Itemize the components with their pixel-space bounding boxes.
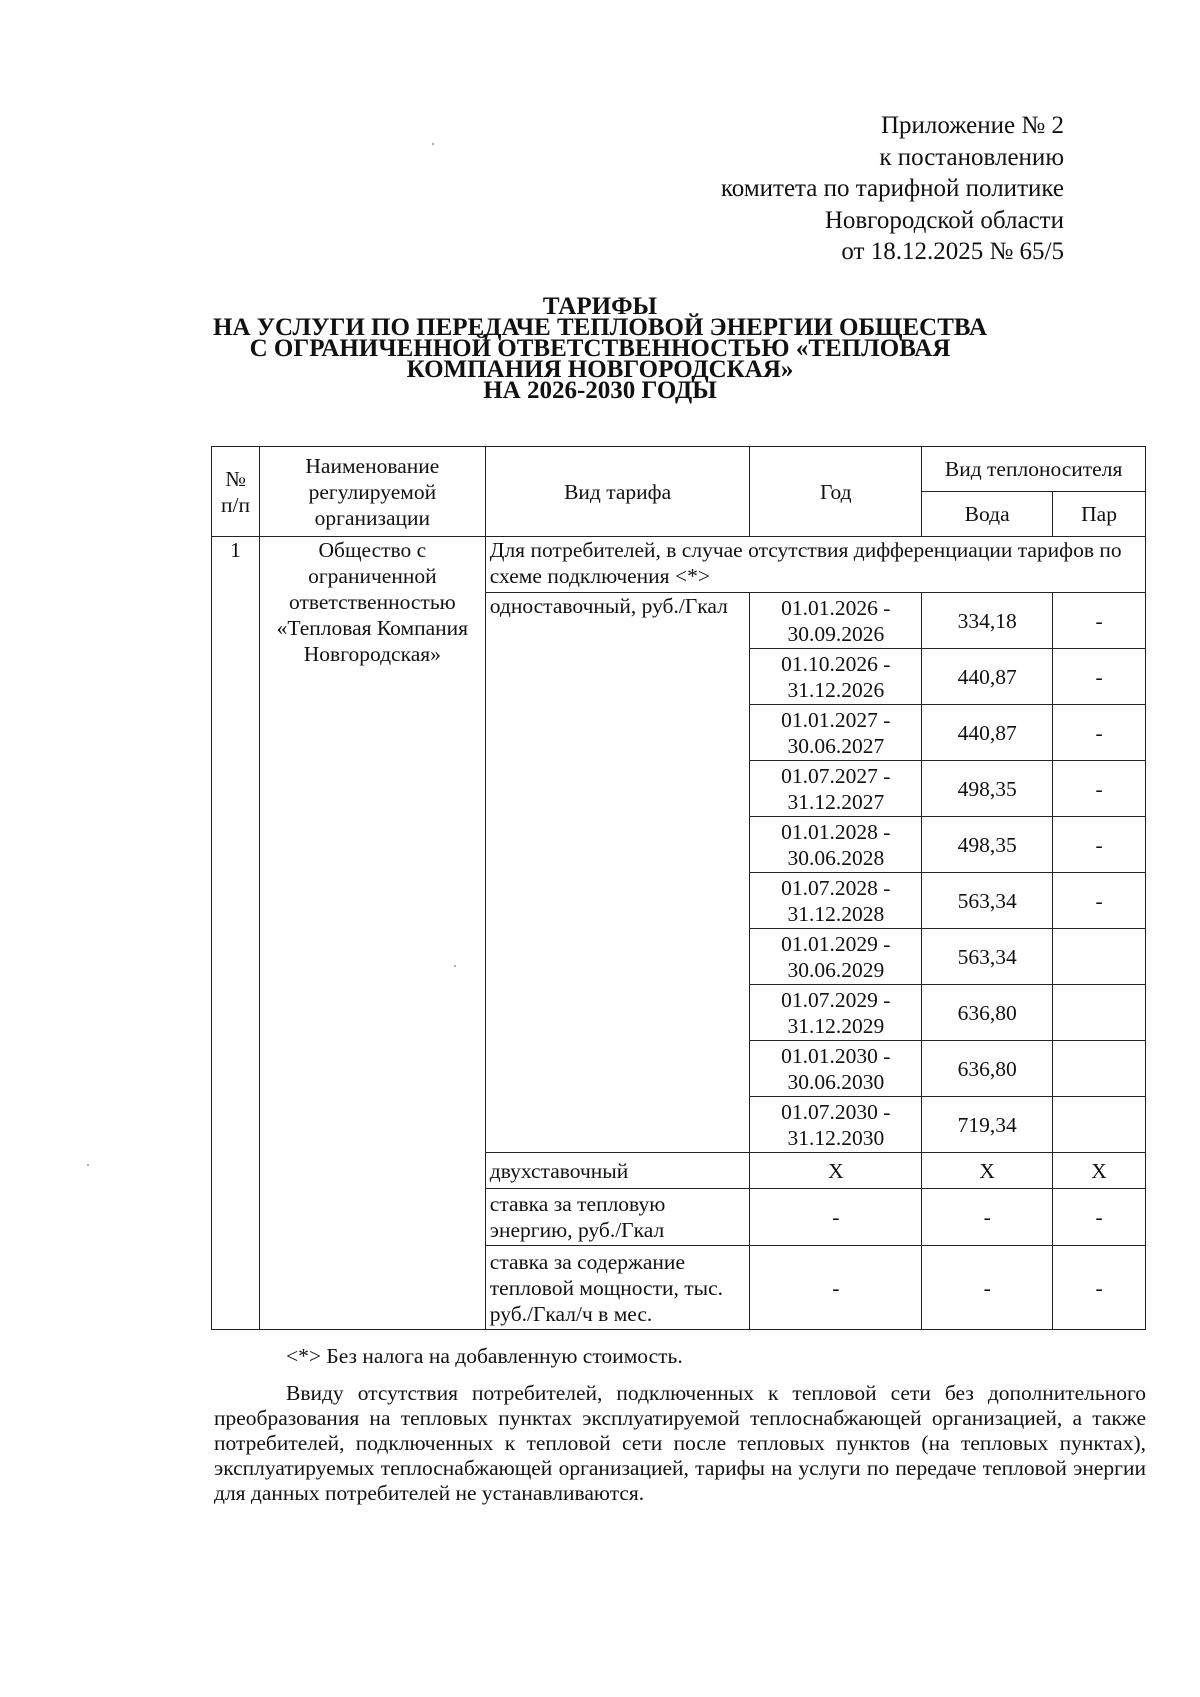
- steam-value: -: [1053, 705, 1146, 761]
- appendix-line: от 18.12.2025 № 65/5: [841, 238, 1064, 265]
- header-carrier: Вид теплоносителя: [922, 447, 1146, 492]
- tariff-table: [211, 446, 1146, 1330]
- single-rate-label: одноставочный, руб./Гкал: [485, 593, 750, 1153]
- appendix-line: Новгородской области: [824, 206, 1064, 234]
- title-line: ТАРИФЫ: [542, 293, 658, 320]
- water-value: 440,87: [922, 649, 1053, 705]
- two-rate-label: двухставочный: [485, 1153, 750, 1189]
- capacity-rate-year: -: [750, 1246, 922, 1330]
- period-cell: 01.01.2027 - 30.06.2027: [750, 705, 922, 761]
- scan-speck: [454, 965, 456, 967]
- scan-speck: [432, 143, 434, 145]
- period-cell: 01.10.2026 - 31.12.2026: [750, 649, 922, 705]
- steam-value: [1053, 1041, 1146, 1097]
- appendix-line: Приложение № 2: [880, 112, 1064, 139]
- header-steam: Пар: [1053, 492, 1146, 537]
- water-value: 498,35: [922, 817, 1053, 873]
- capacity-rate-water: -: [922, 1246, 1053, 1330]
- title-line: НА УСЛУГИ ПО ПЕРЕДАЧЕ ТЕПЛОВОЙ ЭНЕРГИИ ОБЩЕСТВА: [212, 314, 988, 341]
- two-rate-steam: X: [1053, 1153, 1146, 1189]
- period-cell: 01.01.2028 - 30.06.2028: [750, 817, 922, 873]
- title-line: С ОГРАНИЧЕННОЙ ОТВЕТСТВЕННОСТЬЮ «ТЕПЛОВАЯ: [249, 335, 951, 362]
- steam-value: -: [1053, 873, 1146, 929]
- appendix-line: комитета по тарифной политике: [720, 175, 1064, 202]
- capacity-rate-steam: -: [1053, 1246, 1146, 1330]
- energy-rate-year: -: [750, 1189, 922, 1246]
- steam-value: -: [1053, 761, 1146, 817]
- two-rate-water: X: [922, 1153, 1053, 1189]
- energy-rate-water: -: [922, 1189, 1053, 1246]
- scan-speck: [87, 1164, 89, 1166]
- period-cell: 01.01.2026 - 30.09.2026: [750, 593, 922, 649]
- organization-name: Общество с ограниченной ответственностью «Тепловая Компания Новгородская»: [259, 537, 485, 1330]
- water-value: 563,34: [922, 929, 1053, 985]
- capacity-rate-label: ставка за содержание тепловой мощности, тыс. руб./Гкал/ч в мес.: [485, 1246, 750, 1330]
- row-number: 1: [212, 537, 260, 1330]
- footnote: <*> Без налога на добавленную стоимость.: [286, 1344, 683, 1368]
- water-value: 636,80: [922, 985, 1053, 1041]
- two-rate-year: X: [750, 1153, 922, 1189]
- header-year: Год: [750, 447, 922, 537]
- title-line: КОМПАНИЯ НОВГОРОДСКАЯ»: [406, 356, 794, 383]
- water-value: 636,80: [922, 1041, 1053, 1097]
- energy-rate-steam: -: [1053, 1189, 1146, 1246]
- steam-value: [1053, 985, 1146, 1041]
- period-cell: 01.01.2030 - 30.06.2030: [750, 1041, 922, 1097]
- period-cell: 01.07.2028 - 31.12.2028: [750, 873, 922, 929]
- steam-value: [1053, 1097, 1146, 1153]
- period-cell: 01.01.2029 - 30.06.2029: [750, 929, 922, 985]
- section-label: Для потребителей, в случае отсутствия дифференциации тарифов по схеме подключения <*>: [485, 537, 1145, 593]
- header-num: № п/п: [212, 447, 260, 537]
- explanatory-paragraph: Ввиду отсутствия потребителей, подключенных к тепловой сети без дополнительного преобразования на тепловых пунктах эксплуатируемой теплоснабжающей организацией, а также потребителей, подключенных к тепловой сети после тепловых пунктов (на тепловых пунктах), эксплуатируемых теплоснабжающей организацией, тарифы на услуги по передаче тепловой энергии для данных потребителей не устанавливаются.: [214, 1381, 1146, 1505]
- header-tariff-type: Вид тарифа: [485, 447, 750, 537]
- appendix-line: к постановлению: [879, 143, 1064, 171]
- water-value: 440,87: [922, 705, 1053, 761]
- water-value: 498,35: [922, 761, 1053, 817]
- title-line: НА 2026-2030 ГОДЫ: [483, 377, 717, 404]
- steam-value: -: [1053, 649, 1146, 705]
- water-value: 719,34: [922, 1097, 1053, 1153]
- steam-value: [1053, 929, 1146, 985]
- water-value: 334,18: [922, 593, 1053, 649]
- water-value: 563,34: [922, 873, 1053, 929]
- period-cell: 01.07.2030 - 31.12.2030: [750, 1097, 922, 1153]
- energy-rate-label: ставка за тепловую энергию, руб./Гкал: [485, 1189, 750, 1246]
- steam-value: -: [1053, 593, 1146, 649]
- header-org: Наименование регулируемой организации: [259, 447, 485, 537]
- appendix-header: [721, 110, 1064, 268]
- document-title: [0, 293, 1200, 404]
- period-cell: 01.07.2029 - 31.12.2029: [750, 985, 922, 1041]
- steam-value: -: [1053, 817, 1146, 873]
- header-water: Вода: [922, 492, 1053, 537]
- period-cell: 01.07.2027 - 31.12.2027: [750, 761, 922, 817]
